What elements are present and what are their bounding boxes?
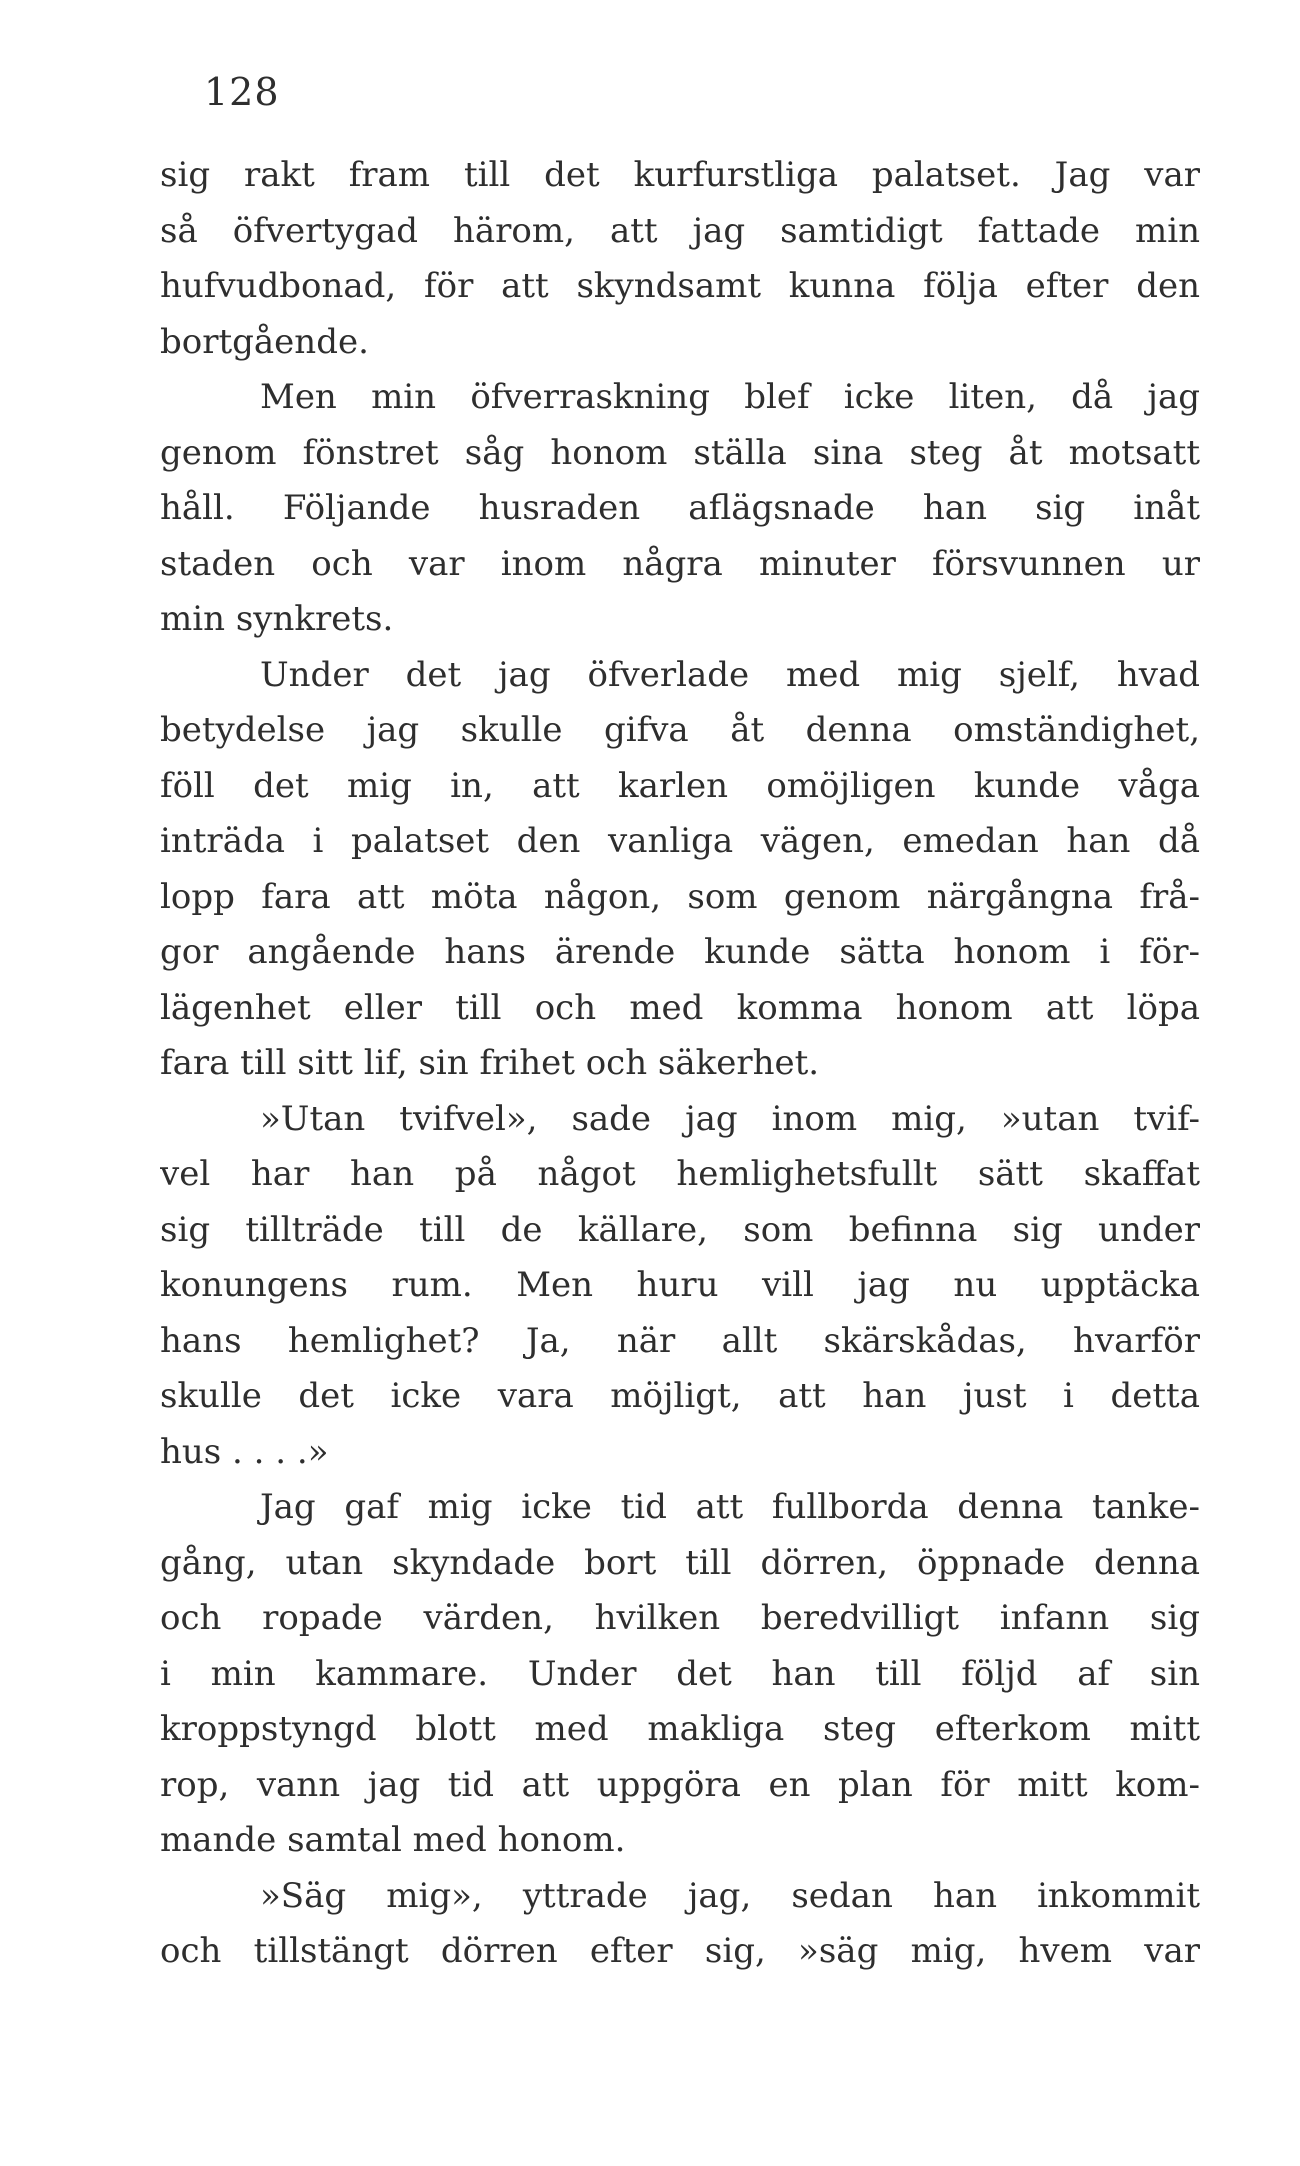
text-line: lopp fara att möta någon, som genom närgångna frå- bbox=[160, 876, 1200, 917]
text-line: inträda i palatset den vanliga vägen, emedan han då bbox=[160, 821, 1200, 861]
text-line: hufvudbonad, för att skyndsamt kunna följa efter den bbox=[160, 266, 1200, 306]
paragraph bbox=[160, 1092, 1200, 1481]
text-line: hus . . . .» bbox=[160, 1431, 329, 1472]
text-line: gor angående hans ärende kunde sätta honom i för- bbox=[160, 932, 1200, 972]
paragraph bbox=[160, 370, 1200, 648]
text-line: genom fönstret såg honom ställa sina steg åt motsatt bbox=[160, 432, 1200, 473]
text-line: sig rakt fram till det kurfurstliga palatset. Jag var bbox=[160, 155, 1200, 195]
text-line: håll. Följande husraden aflägsnade han sig inåt bbox=[160, 488, 1200, 528]
text-line: betydelse jag skulle gifva åt denna omständighet, bbox=[160, 710, 1200, 750]
paragraph bbox=[160, 1480, 1200, 1869]
text-line: min synkrets. bbox=[160, 599, 394, 639]
text-line: skulle det icke vara möjligt, att han just i detta bbox=[160, 1376, 1200, 1416]
text-line: och tillstängt dörren efter sig, »säg mig, hvem var bbox=[160, 1931, 1200, 1971]
text-line: »Utan tvifvel», sade jag inom mig, »utan tvif- bbox=[260, 1098, 1200, 1139]
text-line: Jag gaf mig icke tid att fullborda denna tanke- bbox=[260, 1487, 1200, 1527]
text-line: och ropade värden, hvilken beredvilligt infann sig bbox=[160, 1598, 1200, 1638]
text-line: gång, utan skyndade bort till dörren, öppnade denna bbox=[160, 1542, 1200, 1583]
text-line: »Säg mig», yttrade jag, sedan han inkommit bbox=[260, 1875, 1200, 1916]
text-line: fara till sitt lif, sin frihet och säkerhet. bbox=[160, 1043, 820, 1083]
page-number: 128 bbox=[204, 70, 280, 114]
text-line: sig tillträde till de källare, som befinna sig under bbox=[160, 1209, 1200, 1250]
text-line: konungens rum. Men huru vill jag nu upptäcka bbox=[160, 1265, 1200, 1305]
text-line: föll det mig in, att karlen omöjligen kunde våga bbox=[160, 765, 1200, 806]
paragraph bbox=[160, 148, 1200, 370]
text-line: staden och var inom några minuter försvunnen ur bbox=[160, 543, 1200, 584]
text-line: rop, vann jag tid att uppgöra en plan för mitt kom- bbox=[160, 1764, 1200, 1805]
paragraph bbox=[160, 1869, 1200, 1980]
text-line: i min kammare. Under det han till följd af sin bbox=[160, 1653, 1200, 1694]
text-line: lägenhet eller till och med komma honom att löpa bbox=[160, 987, 1200, 1028]
body-text bbox=[160, 148, 1200, 1980]
text-line: kroppstyngd blott med makliga steg efterkom mitt bbox=[160, 1709, 1200, 1749]
text-line: hans hemlighet? Ja, när allt skärskådas, hvarför bbox=[160, 1320, 1200, 1361]
text-line: så öfvertygad härom, att jag samtidigt fattade min bbox=[160, 210, 1200, 251]
text-line: Under det jag öfverlade med mig sjelf, hvad bbox=[260, 654, 1200, 695]
text-line: vel har han på något hemlighetsfullt sätt skaffat bbox=[160, 1154, 1200, 1194]
paragraph bbox=[160, 648, 1200, 1092]
text-line: bortgående. bbox=[160, 321, 369, 362]
text-line: mande samtal med honom. bbox=[160, 1820, 626, 1860]
text-line: Men min öfverraskning blef icke liten, då jag bbox=[260, 377, 1200, 417]
